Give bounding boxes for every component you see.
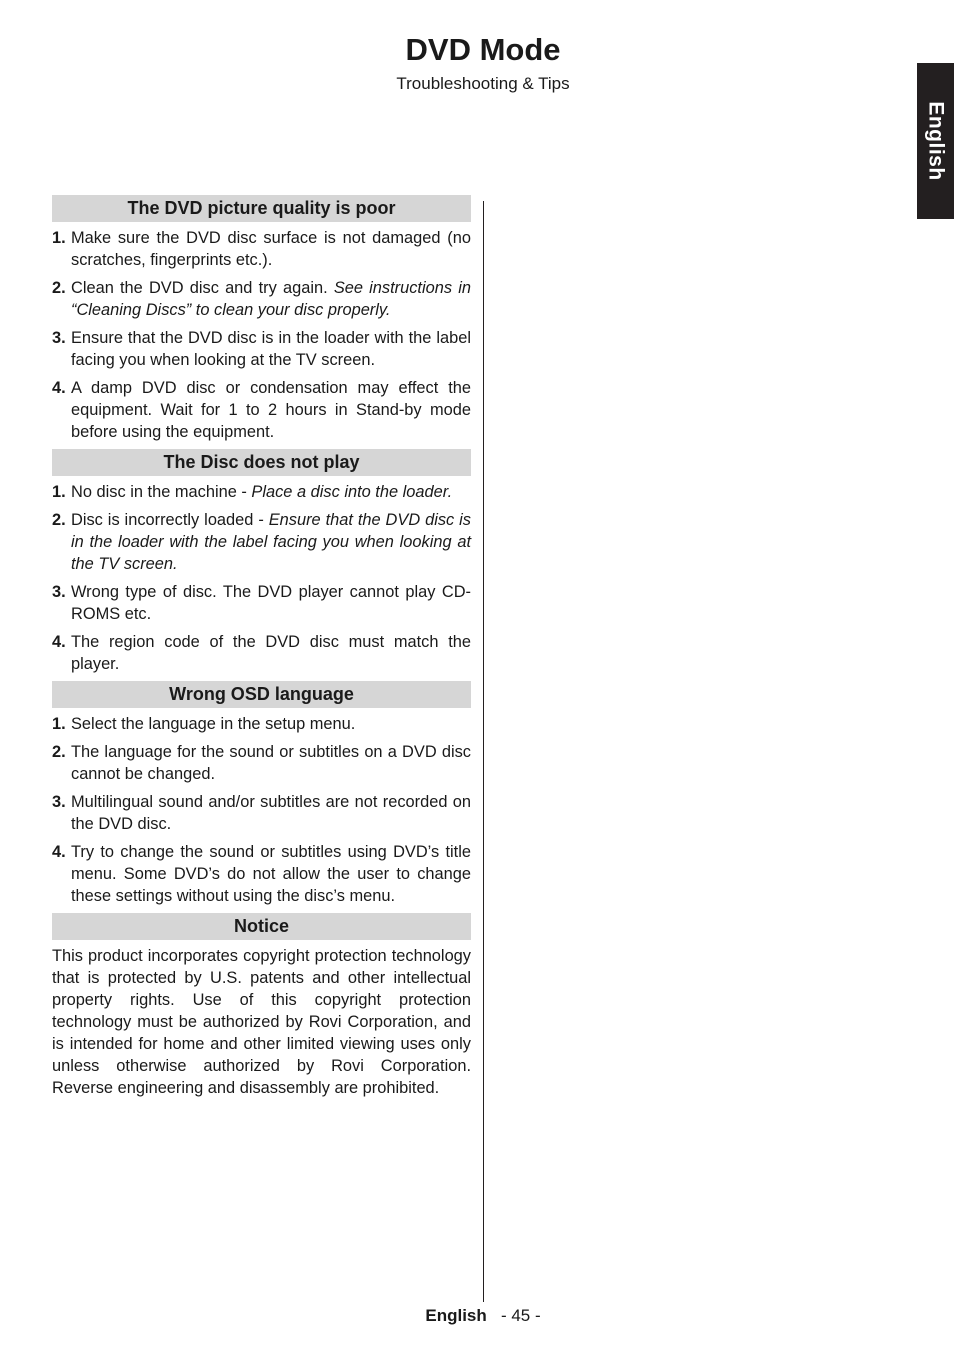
list-item: [52, 631, 471, 675]
list-item: [52, 741, 471, 785]
item-number: 4.: [52, 379, 66, 397]
item-text: The region code of the DVD disc must match the player.: [71, 633, 471, 673]
section-heading-notice: Notice: [52, 913, 471, 940]
item-note: See instructions in “Cleaning Discs” to clean your disc properly.: [71, 279, 471, 319]
list-item: [52, 481, 471, 503]
list-item: [52, 227, 471, 271]
item-text: Make sure the DVD disc surface is not damaged (no scratches, fingerprints etc.).: [71, 229, 471, 269]
item-text: The language for the sound or subtitles on a DVD disc cannot be changed.: [71, 743, 471, 783]
item-number: 3.: [52, 329, 66, 347]
osd-language-list: [52, 713, 471, 907]
item-number: 1.: [52, 483, 66, 501]
page-number: - 45 -: [500, 1306, 541, 1325]
section-heading-osd-language: Wrong OSD language: [52, 681, 471, 708]
item-number: 3.: [52, 793, 66, 811]
item-number: 2.: [52, 511, 66, 529]
item-text: Disc is incorrectly loaded -: [71, 511, 269, 529]
item-number: 1.: [52, 229, 66, 247]
column-divider: [483, 201, 484, 1302]
item-text: Clean the DVD disc and try again.: [71, 279, 334, 297]
page-title: DVD Mode: [405, 32, 561, 67]
list-item: [52, 581, 471, 625]
item-number: 1.: [52, 715, 66, 733]
list-item: [52, 327, 471, 371]
language-side-tab: [917, 63, 954, 219]
item-text: Select the language in the setup menu.: [71, 715, 356, 733]
troubleshooting-column: [52, 195, 471, 1099]
item-note: Place a disc into the loader.: [251, 483, 453, 501]
list-item: [52, 277, 471, 321]
item-number: 3.: [52, 583, 66, 601]
list-item: [52, 791, 471, 835]
item-note: Ensure that the DVD disc is in the loader with the label facing you when looking at the TV screen.: [71, 511, 472, 573]
language-side-tab-label: English: [924, 101, 948, 181]
picture-quality-list: [52, 227, 471, 443]
section-heading-disc-not-play: The Disc does not play: [52, 449, 471, 476]
item-text: Try to change the sound or subtitles using DVD’s title menu. Some DVD’s do not allow the user to change these settings without using the disc’s menu.: [71, 843, 471, 905]
item-number: 4.: [52, 633, 66, 651]
list-item: [52, 841, 471, 907]
item-number: 2.: [52, 279, 66, 297]
notice-text: This product incorporates copyright protection technology that is protected by U.S. patents and other intellectual property rights. Use of this copyright protection technology must be authorized by Rovi Corporation, and is intended for home and other limited viewing uses only unless otherwise authorized by Rovi Corporation. Reverse engineering and disassembly are prohibited.: [52, 947, 471, 1097]
list-item: [52, 377, 471, 443]
section-heading-picture-quality: The DVD picture quality is poor: [52, 195, 471, 222]
item-text: Wrong type of disc. The DVD player cannot play CD-ROMS etc.: [71, 583, 471, 623]
list-item: [52, 509, 471, 575]
page-subtitle: Troubleshooting & Tips: [396, 74, 570, 93]
disc-not-play-list: [52, 481, 471, 675]
item-text: A damp DVD disc or condensation may effect the equipment. Wait for 1 to 2 hours in Stand-by mode before using the equipment.: [71, 379, 471, 441]
list-item: [52, 713, 471, 735]
item-text: Multilingual sound and/or subtitles are not recorded on the DVD disc.: [71, 793, 471, 833]
item-number: 2.: [52, 743, 66, 761]
item-number: 4.: [52, 843, 66, 861]
item-text: No disc in the machine -: [71, 483, 252, 501]
item-text: Ensure that the DVD disc is in the loader with the label facing you when looking at the TV screen.: [71, 329, 471, 369]
page-footer: [0, 1305, 954, 1327]
footer-language: English: [425, 1306, 487, 1325]
